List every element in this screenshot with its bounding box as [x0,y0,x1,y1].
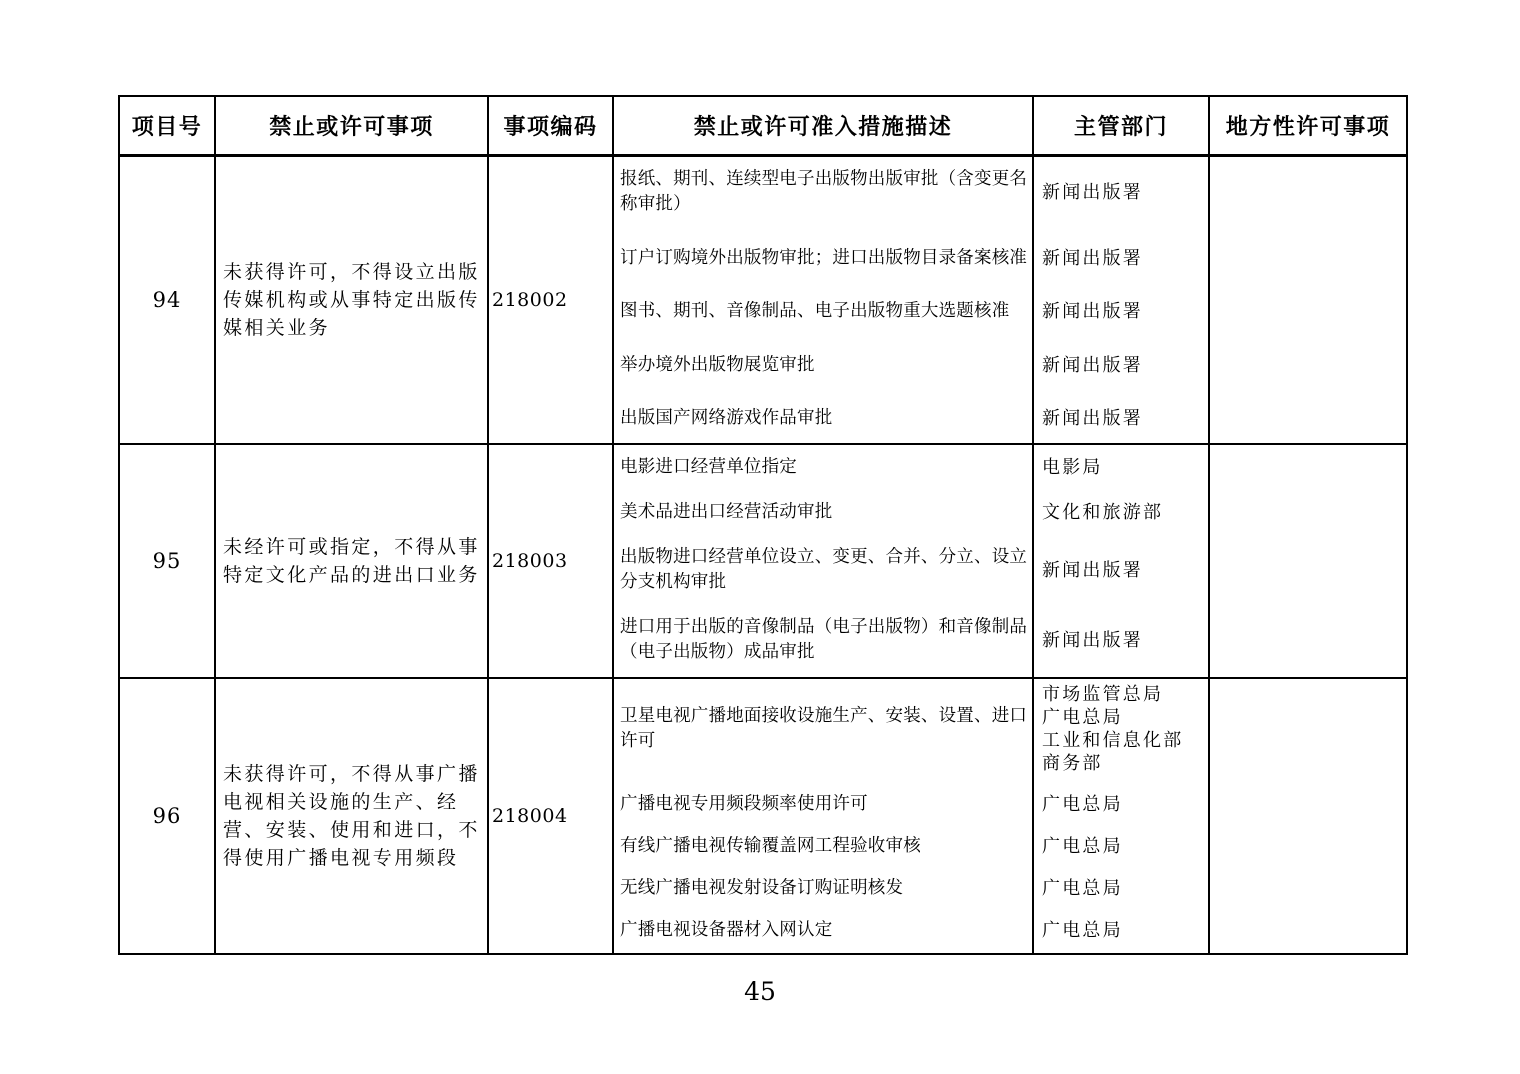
department-name: 新闻出版署 [1042,301,1143,322]
department-cell [1034,456,1208,479]
department-cell [1034,501,1208,524]
table-row-96 [120,677,1406,953]
measure-row [614,500,1208,525]
table-row-94 [120,155,1406,443]
measures-cell [614,157,1210,443]
department-name: 新闻出版署 [1042,629,1143,651]
measure-row [614,545,1208,595]
item-code: 218004 [489,679,614,953]
department-cell [1034,877,1208,900]
measure-row [614,406,1208,431]
department-cell [1034,793,1208,816]
department-name: 市场监管总局 [1042,684,1164,705]
measure-text: 出版物进口经营单位设立、变更、合并、分立、设立分支机构审批 [620,547,1028,592]
item-code: 218003 [489,445,614,677]
measure-row [614,353,1208,378]
item-number: 94 [120,157,216,443]
measure-text: 有线广播电视传输覆盖网工程验收审核 [620,836,921,856]
measures-cell [614,445,1210,677]
header-competent-department: 主管部门 [1034,97,1210,154]
measure-row [614,792,1208,817]
department-cell [1034,629,1208,652]
measure-row [614,167,1208,217]
measure-row [614,615,1208,665]
header-prohibited-item: 禁止或许可事项 [216,97,489,154]
page-number: 45 [744,977,776,1006]
measures-cell [614,679,1210,953]
measure-text: 举办境外出版物展览审批 [620,354,815,375]
department-name: 新闻出版署 [1042,354,1143,376]
department-name: 广电总局 [1042,878,1123,899]
item-code: 218002 [489,157,614,443]
measure-text: 无线广播电视发射设备订购证明核发 [620,878,904,898]
department-name: 广电总局 [1042,920,1123,941]
measure-text: 卫星电视广播地面接收设施生产、安装、设置、进口许可 [620,706,1028,751]
department-cell [1034,407,1208,430]
measure-text: 广播电视设备器材入网认定 [620,920,833,940]
measure-row [614,455,1208,480]
measure-row [614,834,1208,859]
measure-row [614,918,1208,943]
header-item-code: 事项编码 [489,97,614,154]
department-cell [1034,181,1208,204]
prohibited-item-text: 未经许可或指定，不得从事特定文化产品的进出口业务 [223,536,480,586]
local-permit-cell [1210,157,1406,443]
local-permit-cell [1210,679,1406,953]
department-name: 新闻出版署 [1042,181,1143,203]
department-name: 文化和旅游部 [1042,502,1164,523]
measure-text: 订户订购境外出版物审批；进口出版物目录备案核准 [620,247,1028,268]
department-cell [1034,300,1208,323]
measure-row [614,246,1208,271]
department-name: 新闻出版署 [1042,247,1143,269]
department-cell [1034,354,1208,377]
measure-text: 出版国产网络游戏作品审批 [620,408,833,428]
department-name: 工业和信息化部 [1042,730,1184,751]
department-cell [1034,683,1208,775]
department-cell [1034,919,1208,942]
measure-text: 广播电视专用频段频率使用许可 [620,794,868,814]
department-name: 新闻出版署 [1042,559,1143,581]
measure-text: 进口用于出版的音像制品（电子出版物）和音像制品（电子出版物）成品审批 [620,617,1028,662]
department-name: 广电总局 [1042,707,1123,728]
header-item-no: 项目号 [120,97,216,154]
table-row-95 [120,443,1406,677]
measure-text: 美术品进出口经营活动审批 [620,502,833,522]
header-local-permit-item: 地方性许可事项 [1225,114,1391,140]
item-number: 96 [120,679,216,953]
measure-row [614,683,1208,775]
department-name: 新闻出版署 [1042,408,1143,429]
prohibited-item-text: 未获得许可，不得设立出版传媒机构或从事特定出版传媒相关业务 [223,261,480,339]
department-cell [1034,247,1208,270]
department-name: 广电总局 [1042,794,1123,815]
department-name: 广电总局 [1042,836,1123,857]
measure-text: 图书、期刊、音像制品、电子出版物重大选题核准 [620,301,1010,321]
negative-list-table [118,95,1408,955]
item-number: 95 [120,445,216,677]
department-cell [1034,559,1208,582]
measure-row [614,876,1208,901]
measure-text: 电影进口经营单位指定 [620,457,797,477]
measure-text: 报纸、期刊、连续型电子出版物出版审批（含变更名称审批） [620,169,1028,214]
measure-row [614,299,1208,324]
department-cell [1034,835,1208,858]
header-measure-description: 禁止或许可准入措施描述 [614,97,1034,154]
department-name: 电影局 [1042,457,1103,478]
table-header-row [120,97,1406,155]
prohibited-item-text: 未获得许可，不得从事广播电视相关设施的生产、经营、安装、使用和进口，不得使用广播电视专用频段 [223,763,480,869]
local-permit-cell [1210,445,1406,677]
department-name: 商务部 [1042,753,1103,774]
